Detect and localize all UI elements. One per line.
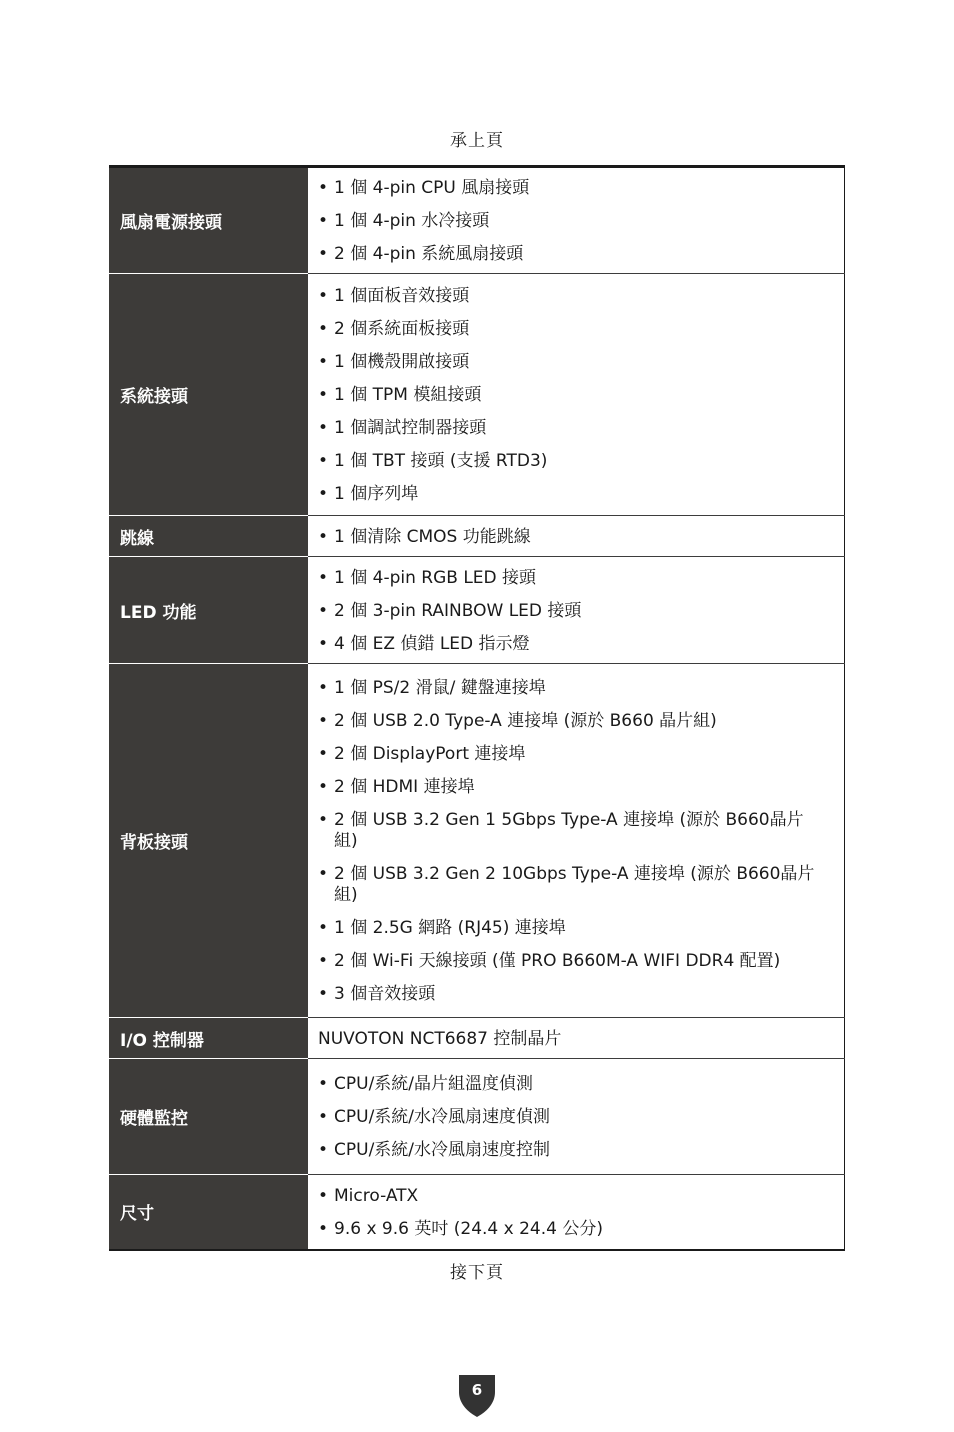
spec-row-hardware-monitor <box>109 1059 845 1175</box>
row-label: 硬體監控 <box>109 1059 308 1175</box>
row-value <box>308 1175 845 1250</box>
page-number-badge <box>458 1372 496 1418</box>
list-item: • 1 個 TBT 接頭 (支援 RTD3) <box>318 451 820 472</box>
row-label: 背板接頭 <box>109 664 308 1018</box>
row-label: 系統接頭 <box>109 274 308 516</box>
list-item: • 2 個 3-pin RAINBOW LED 接頭 <box>318 601 820 622</box>
spec-row-system-connectors <box>109 274 845 516</box>
list-item: • 2 個 HDMI 連接埠 <box>318 777 820 798</box>
list-item: • 2 個 Wi-Fi 天線接頭 (僅 PRO B660M-A WIFI DDR4 配置) <box>318 951 820 972</box>
row-label: LED 功能 <box>109 557 308 664</box>
row-value <box>308 1018 845 1059</box>
list-item: • Micro-ATX <box>318 1186 820 1207</box>
list-item: • CPU/系統/水冷風扇速度偵測 <box>318 1107 820 1128</box>
list-item: • 1 個 4-pin CPU 風扇接頭 <box>318 178 820 199</box>
list-item: • 2 個 USB 2.0 Type-A 連接埠 (源於 B660 晶片組) <box>318 711 820 732</box>
list-item: • 1 個機殼開啟接頭 <box>318 352 820 373</box>
row-label: 風扇電源接頭 <box>109 167 308 274</box>
list-item: • 1 個 2.5G 網路 (RJ45) 連接埠 <box>318 918 820 939</box>
row-value <box>308 274 845 516</box>
list-item: • 1 個 4-pin 水冷接頭 <box>318 211 820 232</box>
item-list <box>318 568 820 655</box>
row-value <box>308 167 845 274</box>
row-value <box>308 1059 845 1175</box>
spec-row-back-panel <box>109 664 845 1018</box>
spec-row-jumpers <box>109 516 845 557</box>
continued-from-previous: 承上頁 <box>450 131 504 151</box>
item-list <box>318 286 820 505</box>
list-item: • 9.6 x 9.6 英吋 (24.4 x 24.4 公分) <box>318 1219 820 1240</box>
row-value <box>308 516 845 557</box>
spec-row-dimensions <box>109 1175 845 1250</box>
list-item: • 1 個調試控制器接頭 <box>318 418 820 439</box>
spec-row-led-features <box>109 557 845 664</box>
row-label: 尺寸 <box>109 1175 308 1250</box>
list-item: • 2 個 4-pin 系統風扇接頭 <box>318 244 820 265</box>
list-item: • CPU/系統/晶片組溫度偵測 <box>318 1074 820 1095</box>
list-item: • 2 個 USB 3.2 Gen 1 5Gbps Type-A 連接埠 (源於 B660晶片組) <box>318 810 820 852</box>
list-item: • 3 個音效接頭 <box>318 984 820 1005</box>
row-label: 跳線 <box>109 516 308 557</box>
list-item: • 1 個 PS/2 滑鼠/ 鍵盤連接埠 <box>318 678 820 699</box>
row-value <box>308 557 845 664</box>
list-item: • 1 個 TPM 模組接頭 <box>318 385 820 406</box>
row-value <box>308 664 845 1018</box>
item-list <box>318 1074 820 1161</box>
continued-on-next: 接下頁 <box>450 1263 504 1283</box>
spec-row-fan-connectors <box>109 167 845 274</box>
list-item: • 2 個 DisplayPort 連接埠 <box>318 744 820 765</box>
item-list <box>318 678 820 1005</box>
row-text: NUVOTON NCT6687 控制晶片 <box>318 1028 562 1049</box>
row-label: I/O 控制器 <box>109 1018 308 1059</box>
spec-row-io-controller <box>109 1018 845 1059</box>
list-item: • 1 個面板音效接頭 <box>318 286 820 307</box>
list-item: • 1 個 4-pin RGB LED 接頭 <box>318 568 820 589</box>
item-list <box>318 1186 820 1240</box>
page-number: 6 <box>471 1381 483 1399</box>
list-item: • 4 個 EZ 偵錯 LED 指示燈 <box>318 634 820 655</box>
item-list <box>318 178 820 265</box>
spec-table <box>109 165 845 1251</box>
list-item: • 1 個清除 CMOS 功能跳線 <box>318 527 820 548</box>
list-item: • 2 個 USB 3.2 Gen 2 10Gbps Type-A 連接埠 (源於 B660晶片組) <box>318 864 820 906</box>
list-item: • CPU/系統/水冷風扇速度控制 <box>318 1140 820 1161</box>
item-list <box>318 527 820 548</box>
list-item: • 2 個系統面板接頭 <box>318 319 820 340</box>
list-item: • 1 個序列埠 <box>318 484 820 505</box>
